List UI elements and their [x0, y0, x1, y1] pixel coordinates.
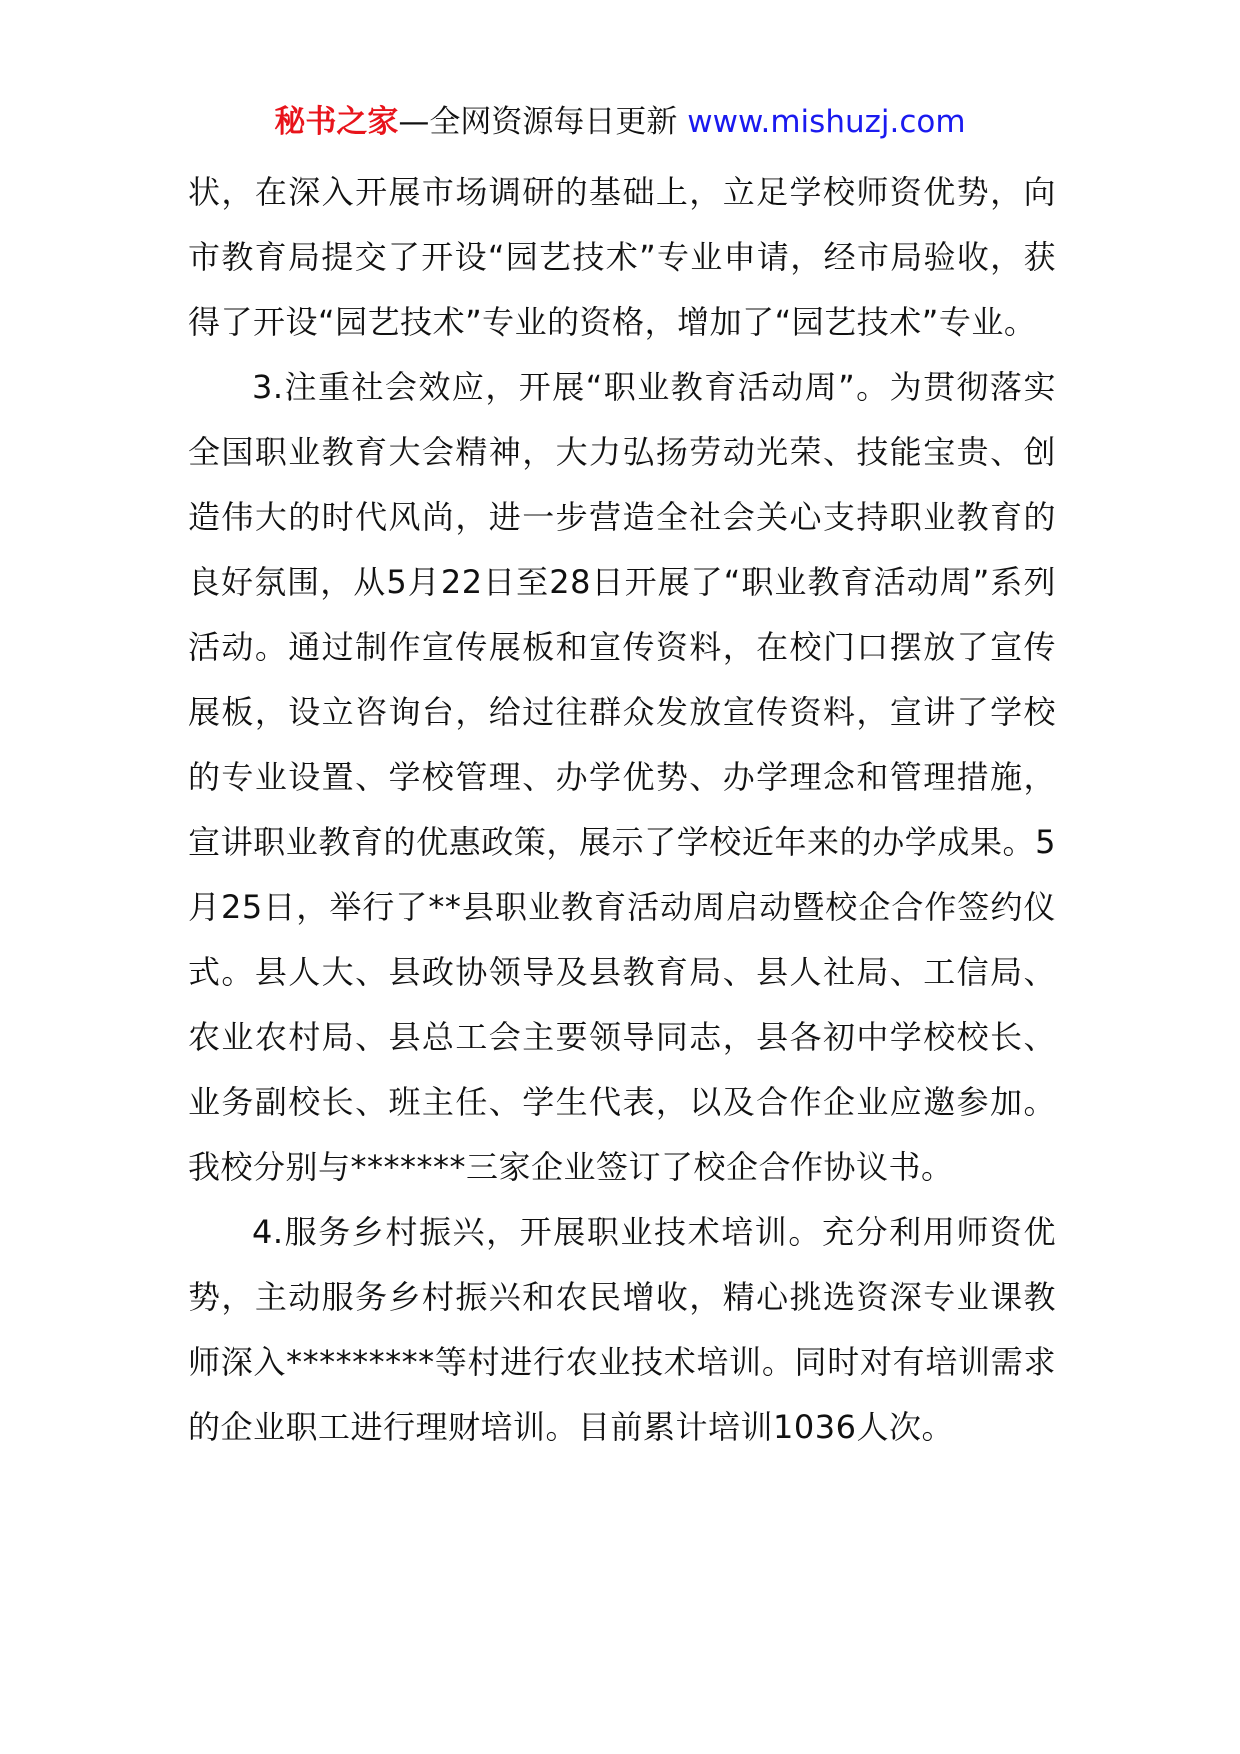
- paragraph-continued: 状，在深入开展市场调研的基础上，立足学校师资优势，向市教育局提交了开设“园艺技术”专业申请，经市局验收，获得了开设“园艺技术”专业的资格，增加了“园艺技术”专业。: [188, 173, 1056, 341]
- site-url-link[interactable]: www.mishuzj.com: [687, 104, 966, 140]
- document-body: [188, 160, 1056, 1460]
- brand-name: 秘书之家: [274, 104, 399, 140]
- site-header: [0, 100, 1240, 144]
- paragraph-activity-week: 3.注重社会效应，开展“职业教育活动周”。为贯彻落实全国职业教育大会精神，大力弘扬劳动光荣、技能宝贵、创造伟大的时代风尚，进一步营造全社会关心支持职业教育的良好氛围，从5月22日至28日开展了“职业教育活动周”系列活动。通过制作宣传展板和宣传资料，在校门口摆放了宣传展板，设立咨询台，给过往群众发放宣传资料，宣讲了学校的专业设置、学校管理、办学优势、办学理念和管理措施，宣讲职业教育的优惠政策，展示了学校近年来的办学成果。5月25日，举行了**县职业教育活动周启动暨校企合作签约仪式。县人大、县政协领导及县教育局、县人社局、工信局、农业农村局、县总工会主要领导同志，县各初中学校校长、业务副校长、班主任、学生代表，以及合作企业应邀参加。我校分别与*******三家企业签订了校企合作协议书。: [188, 368, 1056, 1186]
- paragraph-rural-training: 4.服务乡村振兴，开展职业技术培训。充分利用师资优势，主动服务乡村振兴和农民增收，精心挑选资深专业课教师深入*********等村进行农业技术培训。同时对有培训需求的企业职工进行理财培训。目前累计培训1036人次。: [188, 1213, 1056, 1446]
- header-tagline: —全网资源每日更新: [398, 104, 678, 140]
